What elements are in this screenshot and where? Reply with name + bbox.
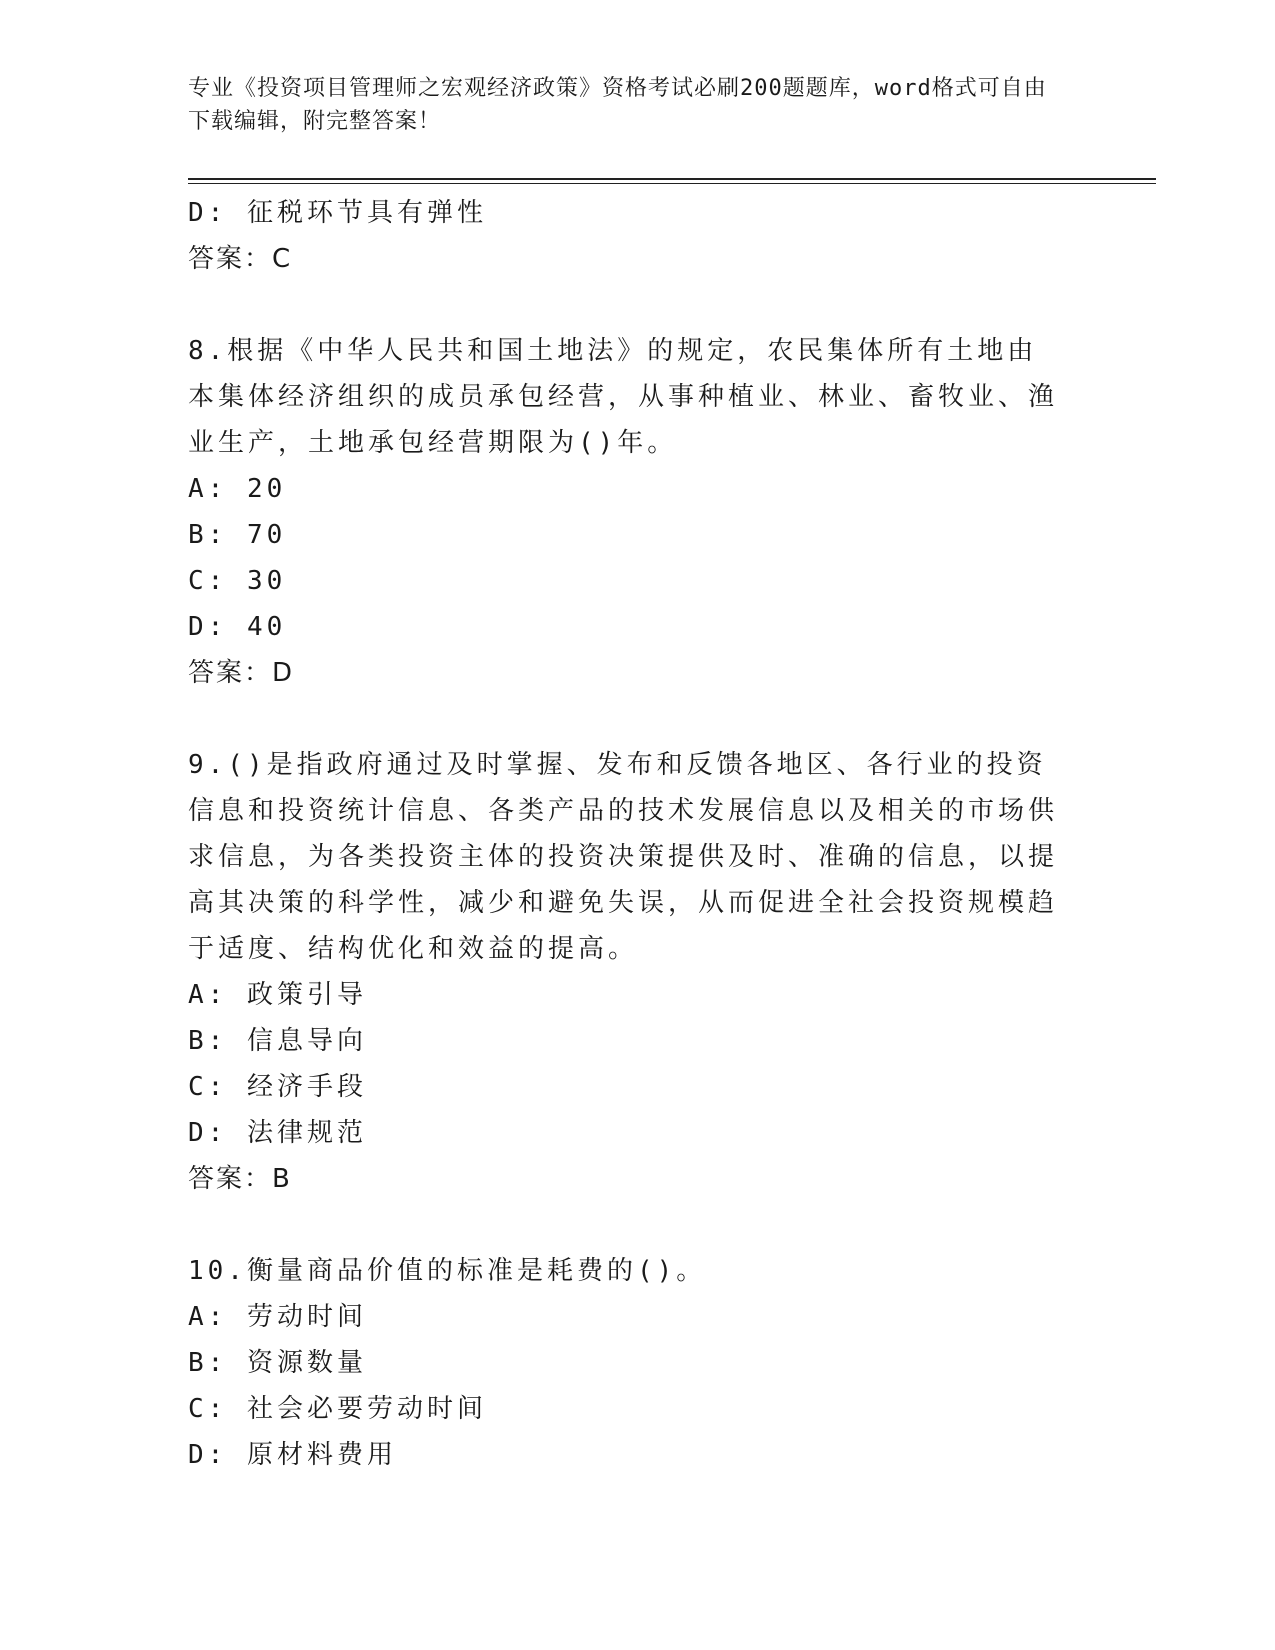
option-c: C: 30 [188, 566, 287, 596]
option-b: B: 信息导向 [188, 1026, 367, 1056]
option-d: D: 法律规范 [188, 1118, 367, 1148]
document-header: 专业《投资项目管理师之宏观经济政策》资格考试必刷200题题库，word格式可自由下载编辑，附完整答案！ [188, 76, 1047, 134]
question-stem: 10.衡量商品价值的标准是耗费的()。 [188, 1256, 707, 1286]
option-d: D: 原材料费用 [188, 1440, 397, 1470]
answer: 答案：D [188, 658, 295, 688]
answer: 答案：C [188, 244, 293, 274]
spacer [188, 282, 1068, 328]
question-9 [188, 742, 1068, 1202]
option-b: B: 资源数量 [188, 1348, 367, 1378]
option-a: A: 政策引导 [188, 980, 367, 1010]
spacer [188, 696, 1068, 742]
header-divider [188, 178, 1156, 180]
question-8 [188, 328, 1068, 696]
question-stem: 9.()是指政府通过及时掌握、发布和反馈各地区、各行业的投资信息和投资统计信息、各类产品的技术发展信息以及相关的市场供求信息，为各类投资主体的投资决策提供及时、准确的信息，以提高其决策的科学性，减少和避免失误，从而促进全社会投资规模趋于适度、结构优化和效益的提高。 [188, 750, 1059, 964]
option-d: D: 征税环节具有弹性 [188, 198, 487, 228]
option-c: C: 社会必要劳动时间 [188, 1394, 487, 1424]
question-content [188, 190, 1068, 1478]
option-d: D: 40 [188, 612, 287, 642]
option-a: A: 20 [188, 474, 287, 504]
answer: 答案：B [188, 1164, 292, 1194]
option-a: A: 劳动时间 [188, 1302, 367, 1332]
question-10 [188, 1248, 1068, 1478]
question-stem: 8.根据《中华人民共和国土地法》的规定，农民集体所有土地由本集体经济组织的成员承包经营，从事种植业、林业、畜牧业、渔业生产，土地承包经营期限为()年。 [188, 336, 1059, 458]
header-divider-thin [188, 183, 1156, 184]
option-b: B: 70 [188, 520, 287, 550]
spacer [188, 1202, 1068, 1248]
option-c: C: 经济手段 [188, 1072, 367, 1102]
